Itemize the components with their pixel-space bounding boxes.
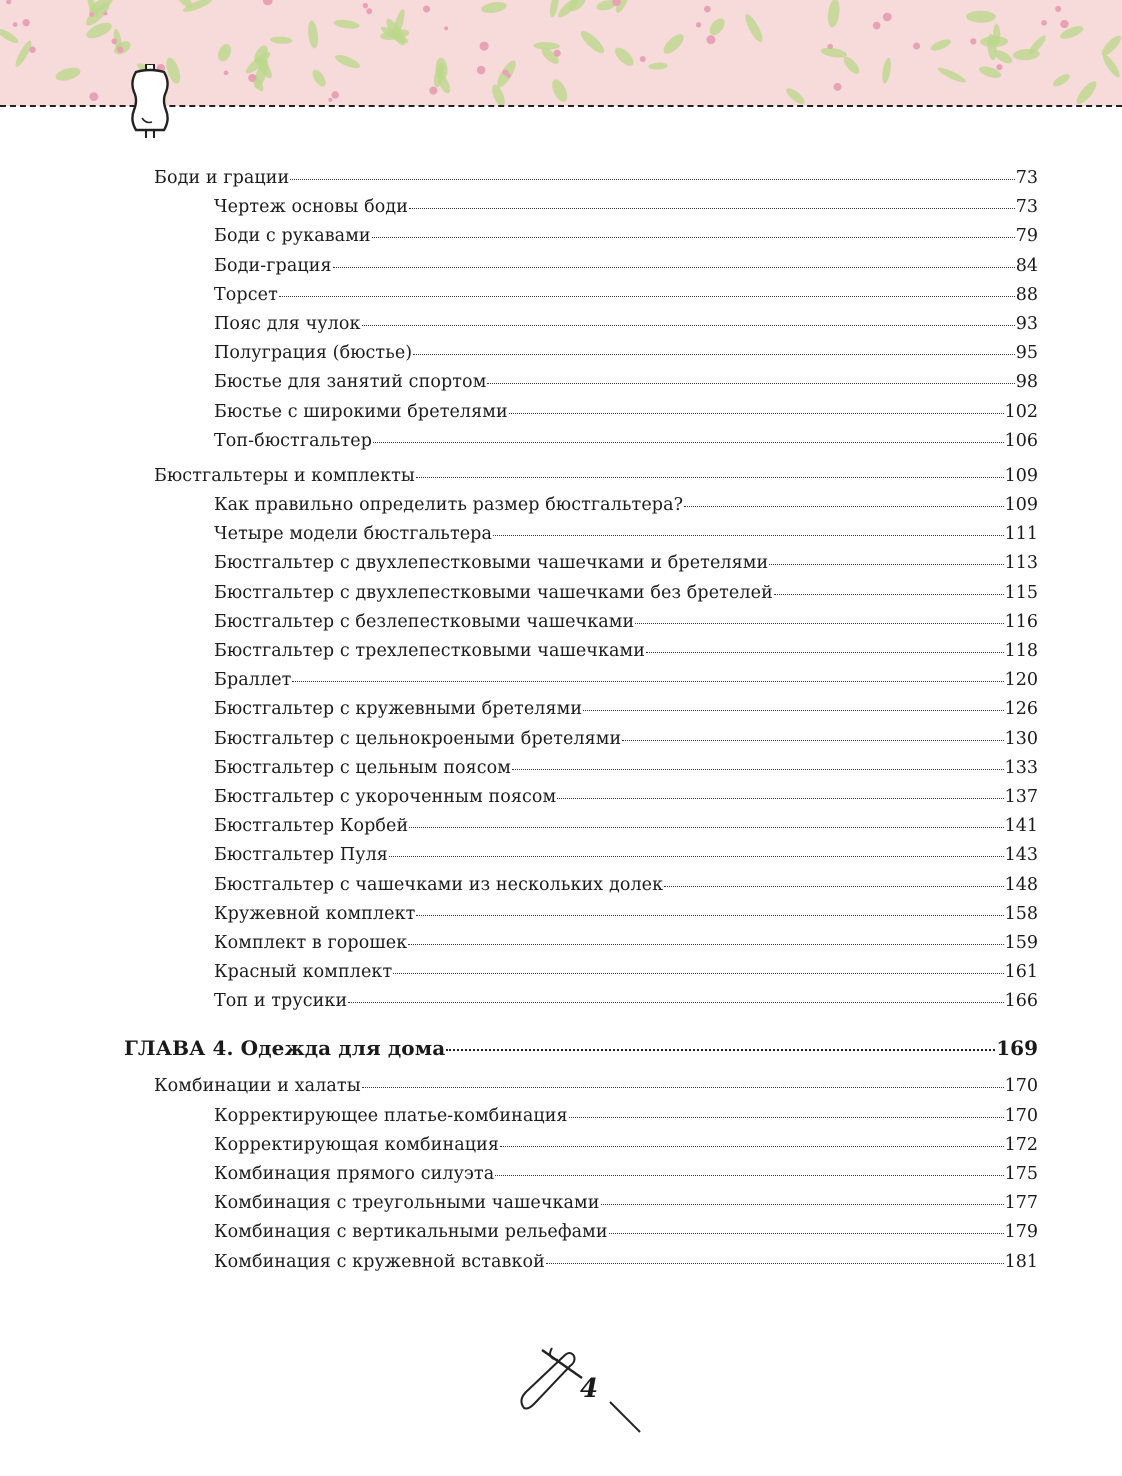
toc-item[interactable] (154, 1131, 1038, 1160)
entry-page: 158 (1004, 903, 1038, 924)
flower-decoration (224, 70, 229, 75)
entry-page: 159 (1004, 932, 1038, 953)
entry-page: 170 (1004, 1105, 1038, 1126)
entry-title: Бюстгальтер с цельнокроеными бретелями (214, 728, 622, 749)
dot-leader (774, 594, 1004, 595)
leaf-decoration (648, 62, 668, 70)
entry-page: 84 (1015, 255, 1038, 276)
entry-title: Торсет (214, 284, 278, 305)
entry-page: 93 (1015, 313, 1038, 334)
dot-leader (446, 1049, 995, 1051)
dot-leader (413, 354, 1014, 355)
flower-decoration (111, 38, 117, 44)
entry-page: 161 (1004, 962, 1038, 983)
flower-decoration (263, 0, 273, 5)
dot-leader (409, 827, 1003, 828)
entry-page: 113 (1004, 553, 1038, 574)
entry-page: 126 (1004, 699, 1038, 720)
flower-decoration (29, 46, 36, 53)
dot-leader (416, 477, 1004, 478)
dot-leader (362, 325, 1015, 326)
toc-item[interactable] (154, 725, 1038, 754)
leaf-decoration (310, 68, 328, 89)
entry-page: 120 (1004, 670, 1038, 691)
leaf-decoration (333, 18, 360, 30)
toc-item[interactable] (154, 1189, 1038, 1218)
entry-title: Бюстгальтер с цельным поясом (214, 757, 512, 778)
flower-decoration (1055, 6, 1061, 12)
entry-page: 141 (1004, 816, 1038, 837)
flower-decoration (554, 50, 561, 57)
entry-page: 148 (1004, 874, 1038, 895)
dot-leader (372, 237, 1015, 238)
entry-page: 95 (1015, 343, 1038, 364)
dot-leader (333, 267, 1015, 268)
entry-page: 106 (1004, 430, 1038, 451)
entry-title: Красный комплект (214, 962, 393, 983)
toc-item[interactable] (154, 520, 1038, 549)
entry-page: 181 (1004, 1251, 1038, 1272)
flower-decoration (248, 74, 256, 82)
flower-decoration (444, 26, 448, 30)
toc-item[interactable] (154, 783, 1038, 812)
entry-page: 172 (1004, 1134, 1038, 1155)
entry-title: Комбинация с треугольными чашечками (214, 1193, 600, 1214)
entry-page: 109 (1004, 465, 1038, 486)
dress-form-icon (124, 64, 176, 138)
toc-item[interactable] (154, 281, 1038, 310)
toc-item[interactable] (154, 193, 1038, 222)
entry-page: 175 (1004, 1164, 1038, 1184)
leaf-decoration (612, 45, 637, 69)
toc-item[interactable] (154, 339, 1038, 368)
leaf-decoration (480, 0, 507, 15)
leaf-decoration (0, 27, 20, 46)
dot-leader (684, 506, 1003, 507)
flower-decoration (827, 44, 833, 50)
entry-title: Полуграция (бюстье) (214, 343, 413, 364)
entry-page: 115 (1004, 582, 1038, 603)
toc-item[interactable] (154, 427, 1038, 456)
flower-decoration (1060, 20, 1068, 28)
entry-page: 109 (1004, 495, 1038, 516)
flower-decoration (89, 12, 94, 17)
leaf-decoration (1099, 33, 1122, 58)
toc-chapter[interactable] (124, 1028, 1038, 1068)
toc-item[interactable] (154, 491, 1038, 520)
toc-item[interactable] (154, 310, 1038, 339)
entry-page: 73 (1015, 168, 1038, 188)
entry-page: 179 (1004, 1222, 1038, 1243)
flower-decoration (363, 3, 369, 9)
toc-section[interactable] (154, 1072, 1038, 1101)
toc-item[interactable] (154, 608, 1038, 637)
toc-item[interactable] (154, 1102, 1038, 1131)
flower-decoration (103, 11, 107, 15)
leaf-decoration (784, 86, 807, 106)
dot-leader (279, 296, 1015, 297)
entry-title: Боди с рукавами (214, 226, 371, 247)
leaf-decoration (270, 36, 293, 45)
flower-decoration (22, 19, 29, 26)
toc-item[interactable] (154, 929, 1038, 958)
leaf-decoration (660, 31, 686, 57)
leaf-decoration (936, 65, 967, 85)
flower-decoration (970, 38, 976, 44)
flower-decoration (117, 46, 124, 53)
dot-leader (509, 413, 1004, 414)
entry-title: Бюстгальтер с трехлепестковыми чашечками (214, 641, 646, 661)
flower-decoration (834, 83, 842, 91)
leaf-decoration (533, 42, 560, 50)
flower-decoration (913, 42, 920, 49)
leaf-decoration (881, 57, 893, 84)
flower-decoration (331, 91, 339, 99)
dot-leader (393, 973, 1003, 974)
entry-title: Как правильно определить размер бюстгальтера? (214, 495, 684, 516)
leaf-decoration (820, 46, 848, 59)
leaf-decoration (54, 65, 82, 83)
leaf-decoration (307, 20, 320, 49)
dot-leader (769, 564, 1003, 565)
toc-item[interactable] (154, 1218, 1038, 1247)
table-of-contents (124, 164, 1038, 1277)
dot-leader (609, 1233, 1004, 1234)
leaf-decoration (929, 37, 952, 53)
entry-title: Топ и трусики (214, 991, 348, 1012)
flower-decoration (13, 22, 18, 27)
leaf-decoration (578, 28, 607, 56)
dot-leader (495, 1175, 1003, 1176)
entry-title: Бюстгальтер с кружевными бретелями (214, 699, 583, 720)
toc-section[interactable] (154, 164, 1038, 193)
entry-title: Четыре модели бюстгальтера (214, 524, 493, 545)
toc-item[interactable] (154, 695, 1038, 724)
flower-decoration (89, 92, 98, 101)
flower-decoration (477, 66, 486, 75)
entry-title: Бюстгальтер с укороченным поясом (214, 786, 557, 807)
leaf-decoration (707, 16, 728, 38)
entry-page: 88 (1015, 284, 1038, 305)
dot-leader (362, 1087, 1004, 1088)
entry-page: 177 (1004, 1193, 1038, 1214)
toc-item[interactable] (154, 637, 1038, 666)
flower-decoration (503, 70, 509, 76)
entry-page: 111 (1004, 524, 1038, 545)
toc-item[interactable] (154, 900, 1038, 929)
entry-page: 166 (1004, 991, 1038, 1012)
entry-page: 133 (1004, 757, 1038, 778)
dot-leader (557, 798, 1003, 799)
toc-item[interactable] (154, 666, 1038, 695)
entry-title: Бюстгальтер Пуля (214, 845, 388, 866)
toc-item[interactable] (154, 222, 1038, 251)
entry-page: 79 (1015, 226, 1038, 247)
flower-decoration (366, 8, 372, 14)
toc-section[interactable] (154, 462, 1038, 491)
flower-decoration (706, 35, 715, 44)
dot-leader (601, 1204, 1004, 1205)
flower-decoration (1041, 20, 1047, 26)
entry-title: Браллет (214, 670, 292, 691)
dot-leader (500, 1146, 1004, 1147)
leaf-decoration (1100, 52, 1122, 79)
entry-page: 143 (1004, 845, 1038, 866)
dot-leader (487, 383, 1014, 384)
toc-item[interactable] (154, 1248, 1038, 1277)
dot-leader (416, 915, 1003, 916)
entry-title: Бюстгальтер с двухлепестковыми чашечками и бретелями (214, 553, 769, 574)
entry-title: Бюстгальтер Корбей (214, 816, 409, 837)
dot-leader (408, 944, 1003, 945)
leaf-decoration (1073, 78, 1099, 106)
dot-leader (292, 681, 1003, 682)
page-number: 4 (580, 1374, 599, 1404)
entry-title: Бюстгальтер с чашечками из нескольких долек (214, 874, 664, 895)
flower-decoration (996, 64, 1002, 70)
entry-title: Комбинации и халаты (154, 1076, 361, 1097)
entry-title: Боди и грации (154, 168, 290, 188)
toc-item[interactable] (154, 987, 1038, 1016)
leaf-decoration (841, 54, 862, 76)
toc-item[interactable] (154, 368, 1038, 397)
toc-item[interactable] (154, 579, 1038, 608)
flower-decoration (6, 0, 11, 4)
dot-leader (512, 769, 1004, 770)
entry-title: Корректирующее платье-комбинация (214, 1105, 568, 1126)
flower-decoration (704, 6, 711, 13)
entry-page: 98 (1015, 372, 1038, 393)
flower-decoration (883, 13, 892, 22)
toc-item[interactable] (154, 841, 1038, 870)
dot-leader (646, 652, 1004, 653)
entry-title: Бюстье для занятий спортом (214, 372, 487, 393)
entry-page: 118 (1004, 641, 1038, 661)
dot-leader (290, 179, 1014, 180)
toc-item[interactable] (154, 812, 1038, 841)
entry-title: Комбинация прямого силуэта (214, 1164, 495, 1184)
dot-leader (546, 1263, 1004, 1264)
flower-decoration (480, 41, 489, 50)
entry-title: Пояс для чулок (214, 313, 361, 334)
entry-page: 116 (1004, 611, 1038, 632)
entry-page: 73 (1015, 197, 1038, 218)
toc-item[interactable] (154, 549, 1038, 578)
flower-decoration (640, 56, 646, 62)
dot-leader (389, 856, 1004, 857)
entry-title: ГЛАВА 4. Одежда для дома (124, 1036, 446, 1061)
toc-item[interactable] (154, 1160, 1038, 1189)
flower-decoration (423, 5, 430, 12)
leaf-decoration (966, 10, 996, 23)
entry-page: 170 (1004, 1076, 1038, 1097)
dot-leader (664, 886, 1003, 887)
flower-decoration (696, 22, 701, 27)
leaf-decoration (334, 52, 362, 71)
leaf-decoration (1051, 72, 1072, 89)
entry-page: 130 (1004, 728, 1038, 749)
entry-title: Комбинация с вертикальными рельефами (214, 1222, 608, 1243)
flower-decoration (873, 22, 881, 30)
entry-title: Чертеж основы боди (214, 197, 408, 218)
toc-item[interactable] (154, 871, 1038, 900)
leaf-decoration (742, 12, 765, 44)
toc-item[interactable] (154, 398, 1038, 427)
dot-leader (409, 208, 1015, 209)
dot-leader (569, 1117, 1004, 1118)
entry-title: Комбинация с кружевной вставкой (214, 1251, 545, 1272)
entry-title: Бюстгальтер с безлепестковыми чашечками (214, 611, 635, 632)
flower-decoration (328, 98, 332, 102)
dot-leader (635, 623, 1003, 624)
leaf-decoration (215, 42, 233, 63)
entry-page: 137 (1004, 786, 1038, 807)
toc-item[interactable] (154, 754, 1038, 783)
leaf-decoration (13, 39, 34, 69)
flower-decoration (429, 87, 437, 95)
entry-title: Кружевной комплект (214, 903, 416, 924)
entry-title: Бюстгальтеры и комплекты (154, 465, 415, 486)
entry-title: Топ-бюстгальтер (214, 430, 373, 451)
entry-title: Боди-грация (214, 255, 332, 276)
dot-leader (622, 740, 1003, 741)
leaf-decoration (826, 0, 841, 28)
toc-item[interactable] (154, 252, 1038, 281)
entry-page: 102 (1004, 401, 1038, 422)
dot-leader (493, 535, 1004, 536)
entry-title: Бюстье с широкими бретелями (214, 401, 508, 422)
leaf-decoration (549, 77, 570, 104)
entry-title: Корректирующая комбинация (214, 1134, 500, 1155)
toc-item[interactable] (154, 958, 1038, 987)
dot-leader (583, 710, 1003, 711)
dot-leader (348, 1002, 1003, 1003)
entry-page: 169 (996, 1036, 1038, 1061)
entry-title: Комплект в горошек (214, 932, 408, 953)
dot-leader (373, 442, 1004, 443)
entry-title: Бюстгальтер с двухлепестковыми чашечками без бретелей (214, 582, 773, 603)
